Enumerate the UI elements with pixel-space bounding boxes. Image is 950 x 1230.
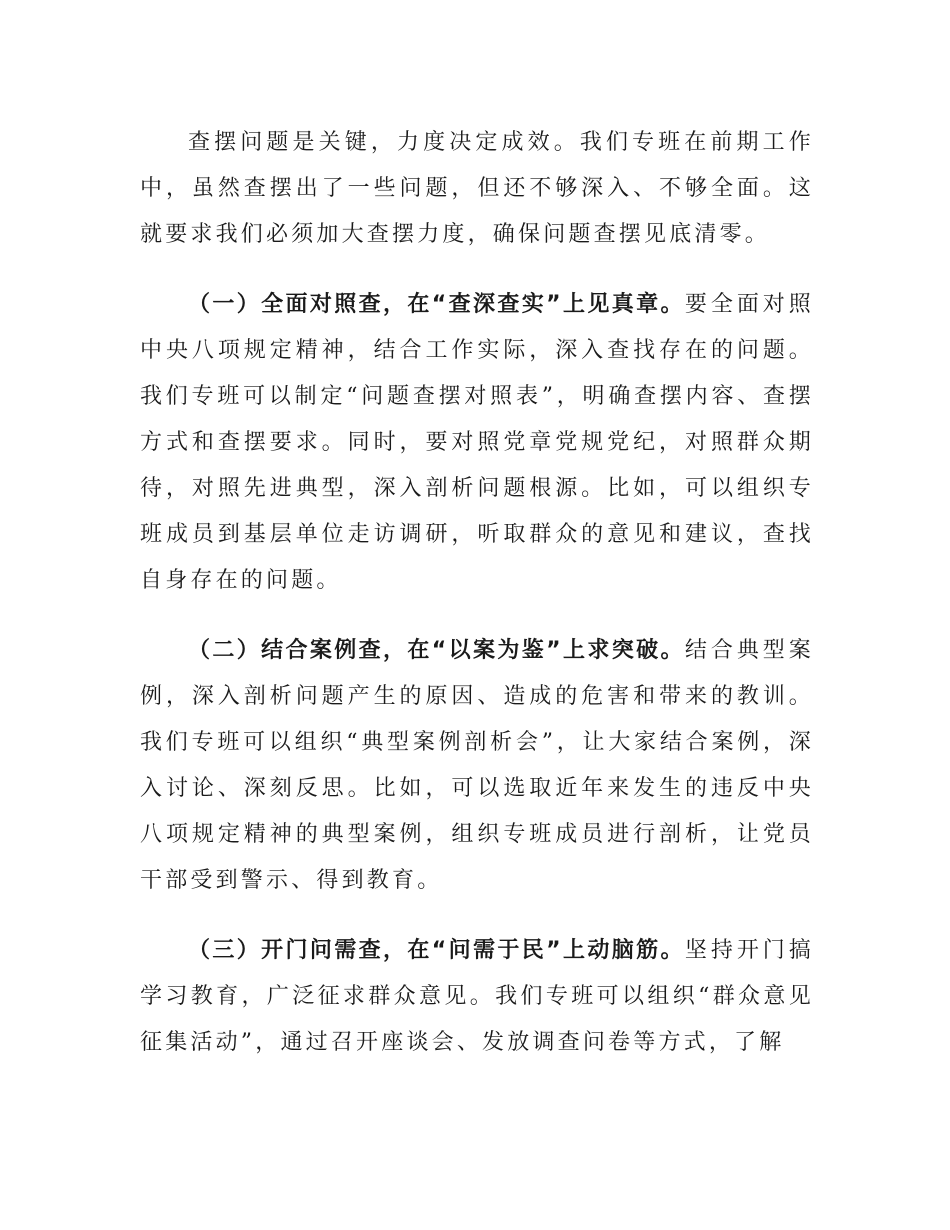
section-three-heading: （三）开门问需查，在“问需于民”上动脑筋。 — [188, 938, 685, 963]
section-two-text: 结合典型案例，深入剖析问题产生的原因、造成的危害和带来的教训。我们专班可以组织“典型案例剖析会”，让大家结合案例，深入讨论、深刻反思。比如，可以选取近年来发生的违反中央八项规定精神的典型案例，组织专班成员进行剖析，让党员干部受到警示、得到教育。 — [140, 638, 814, 893]
section-one-paragraph — [140, 282, 814, 604]
section-two-paragraph — [140, 628, 814, 904]
section-one-text: 要全面对照中央八项规定精神，结合工作实际，深入查找存在的问题。我们专班可以制定“问题查摆对照表”，明确查摆内容、查摆方式和查摆要求。同时，要对照党章党规党纪，对照群众期待，对照先进典型，深入剖析问题根源。比如，可以组织专班成员到基层单位走访调研，听取群众的意见和建议，查找自身存在的问题。 — [140, 292, 814, 593]
section-one-heading: （一）全面对照查，在“查深查实”上见真章。 — [188, 292, 685, 317]
section-three-text: 坚持开门搞学习教育，广泛征求群众意见。我们专班可以组织“群众意见征集活动”，通过召开座谈会、发放调查问卷等方式，了解 — [140, 938, 814, 1055]
section-three-paragraph — [140, 928, 814, 1066]
section-two-heading: （二）结合案例查，在“以案为鉴”上求突破。 — [188, 638, 685, 663]
intro-paragraph — [140, 120, 814, 258]
document-page — [140, 120, 814, 1090]
intro-text: 查摆问题是关键，力度决定成效。我们专班在前期工作中，虽然查摆出了一些问题，但还不够深入、不够全面。这就要求我们必须加大查摆力度，确保问题查摆见底清零。 — [140, 130, 814, 247]
